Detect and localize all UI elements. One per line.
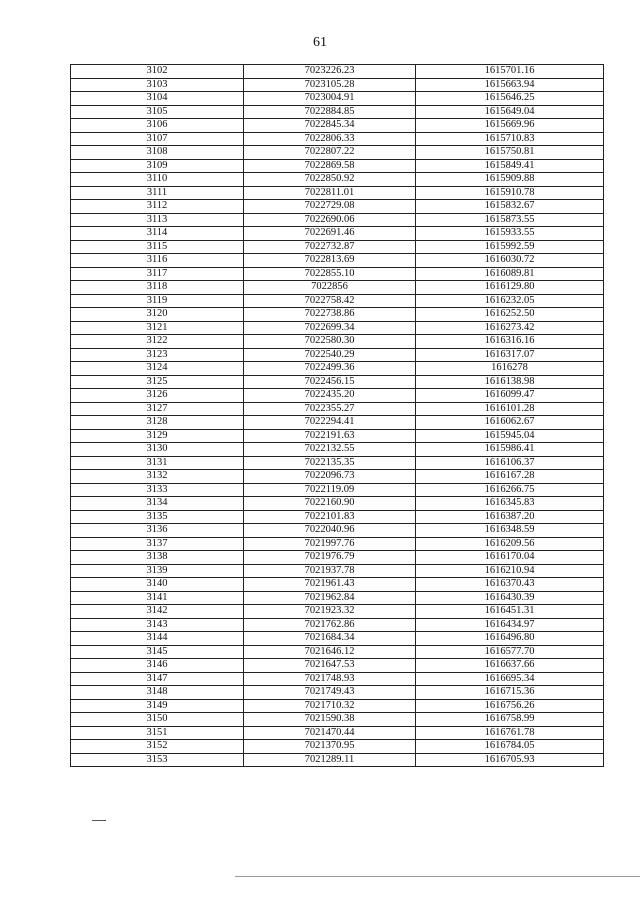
- table-row: [71, 537, 604, 551]
- point-number-cell: 3121: [71, 321, 244, 335]
- x-coordinate-cell: 7021997.76: [244, 537, 416, 551]
- table-row: [71, 308, 604, 322]
- x-coordinate-cell: 7022160.90: [244, 497, 416, 511]
- point-number-cell: 3150: [71, 713, 244, 727]
- table-row: [71, 497, 604, 511]
- point-number-cell: 3137: [71, 537, 244, 551]
- table-row: [71, 348, 604, 362]
- x-coordinate-cell: 7023226.23: [244, 65, 416, 79]
- x-coordinate-cell: 7022499.36: [244, 362, 416, 376]
- x-coordinate-cell: 7021647.53: [244, 659, 416, 673]
- table-row: [71, 240, 604, 254]
- y-coordinate-cell: 1615649.04: [416, 105, 604, 119]
- x-coordinate-cell: 7023004.91: [244, 92, 416, 106]
- x-coordinate-cell: 7021748.93: [244, 672, 416, 686]
- table-row: [71, 281, 604, 295]
- y-coordinate-cell: 1615646.25: [416, 92, 604, 106]
- point-number-cell: 3115: [71, 240, 244, 254]
- point-number-cell: 3105: [71, 105, 244, 119]
- x-coordinate-cell: 7022806.33: [244, 132, 416, 146]
- x-coordinate-cell: 7022096.73: [244, 470, 416, 484]
- table-row: [71, 92, 604, 106]
- x-coordinate-cell: 7021710.32: [244, 699, 416, 713]
- table-row: [71, 672, 604, 686]
- y-coordinate-cell: 1616266.75: [416, 483, 604, 497]
- x-coordinate-cell: 7021976.79: [244, 551, 416, 565]
- x-coordinate-cell: 7022732.87: [244, 240, 416, 254]
- table-row: [71, 294, 604, 308]
- y-coordinate-cell: 1615849.41: [416, 159, 604, 173]
- y-coordinate-cell: 1616252.50: [416, 308, 604, 322]
- x-coordinate-cell: 7022729.08: [244, 200, 416, 214]
- point-number-cell: 3125: [71, 375, 244, 389]
- y-coordinate-cell: 1616637.66: [416, 659, 604, 673]
- table-row: [71, 213, 604, 227]
- table-row: [71, 564, 604, 578]
- point-number-cell: 3144: [71, 632, 244, 646]
- point-number-cell: 3129: [71, 429, 244, 443]
- point-number-cell: 3136: [71, 524, 244, 538]
- y-coordinate-cell: 1616784.05: [416, 740, 604, 754]
- table-row: [71, 456, 604, 470]
- y-coordinate-cell: 1616370.43: [416, 578, 604, 592]
- point-number-cell: 3118: [71, 281, 244, 295]
- point-number-cell: 3135: [71, 510, 244, 524]
- table-row: [71, 686, 604, 700]
- y-coordinate-cell: 1616705.93: [416, 753, 604, 767]
- y-coordinate-cell: 1616099.47: [416, 389, 604, 403]
- x-coordinate-cell: 7021923.32: [244, 605, 416, 619]
- y-coordinate-cell: 1616089.81: [416, 267, 604, 281]
- table-row: [71, 105, 604, 119]
- x-coordinate-cell: 7021961.43: [244, 578, 416, 592]
- y-coordinate-cell: 1615986.41: [416, 443, 604, 457]
- table-row: [71, 699, 604, 713]
- point-number-cell: 3108: [71, 146, 244, 160]
- point-number-cell: 3110: [71, 173, 244, 187]
- x-coordinate-cell: 7022119.09: [244, 483, 416, 497]
- table-row: [71, 416, 604, 430]
- x-coordinate-cell: 7022101.83: [244, 510, 416, 524]
- point-number-cell: 3119: [71, 294, 244, 308]
- y-coordinate-cell: 1616577.70: [416, 645, 604, 659]
- scan-mark: [92, 820, 106, 821]
- x-coordinate-cell: 7021937.78: [244, 564, 416, 578]
- point-number-cell: 3148: [71, 686, 244, 700]
- point-number-cell: 3107: [71, 132, 244, 146]
- table-row: [71, 645, 604, 659]
- table-row: [71, 740, 604, 754]
- x-coordinate-cell: 7022856: [244, 281, 416, 295]
- x-coordinate-cell: 7023105.28: [244, 78, 416, 92]
- table-row: [71, 510, 604, 524]
- y-coordinate-cell: 1616387.20: [416, 510, 604, 524]
- page-number: 61: [313, 35, 327, 50]
- y-coordinate-cell: 1616756.26: [416, 699, 604, 713]
- table-row: [71, 470, 604, 484]
- x-coordinate-cell: 7021646.12: [244, 645, 416, 659]
- y-coordinate-cell: 1616210.94: [416, 564, 604, 578]
- y-coordinate-cell: 1615669.96: [416, 119, 604, 133]
- table-row: [71, 443, 604, 457]
- table-row: [71, 551, 604, 565]
- x-coordinate-cell: 7022690.06: [244, 213, 416, 227]
- table-row: [71, 578, 604, 592]
- y-coordinate-cell: 1616345.83: [416, 497, 604, 511]
- table-row: [71, 335, 604, 349]
- table-row: [71, 713, 604, 727]
- y-coordinate-cell: 1616273.42: [416, 321, 604, 335]
- x-coordinate-cell: 7021749.43: [244, 686, 416, 700]
- y-coordinate-cell: 1616434.97: [416, 618, 604, 632]
- table-row: [71, 254, 604, 268]
- y-coordinate-cell: 1616030.72: [416, 254, 604, 268]
- point-number-cell: 3106: [71, 119, 244, 133]
- x-coordinate-cell: 7022811.01: [244, 186, 416, 200]
- x-coordinate-cell: 7022758.42: [244, 294, 416, 308]
- x-coordinate-cell: 7022580.30: [244, 335, 416, 349]
- y-coordinate-cell: 1615710.83: [416, 132, 604, 146]
- point-number-cell: 3139: [71, 564, 244, 578]
- y-coordinate-cell: 1616106.37: [416, 456, 604, 470]
- y-coordinate-cell: 1615909.88: [416, 173, 604, 187]
- table-row: [71, 132, 604, 146]
- point-number-cell: 3126: [71, 389, 244, 403]
- y-coordinate-cell: 1615933.55: [416, 227, 604, 241]
- x-coordinate-cell: 7021962.84: [244, 591, 416, 605]
- table-row: [71, 321, 604, 335]
- x-coordinate-cell: 7022294.41: [244, 416, 416, 430]
- table-row: [71, 200, 604, 214]
- table-row: [71, 402, 604, 416]
- point-number-cell: 3114: [71, 227, 244, 241]
- y-coordinate-cell: 1615701.16: [416, 65, 604, 79]
- point-number-cell: 3152: [71, 740, 244, 754]
- y-coordinate-cell: 1615832.67: [416, 200, 604, 214]
- table-row: [71, 227, 604, 241]
- y-coordinate-cell: 1615663.94: [416, 78, 604, 92]
- coordinates-table: [70, 64, 604, 767]
- table-row: [71, 605, 604, 619]
- y-coordinate-cell: 1615945.04: [416, 429, 604, 443]
- point-number-cell: 3147: [71, 672, 244, 686]
- point-number-cell: 3117: [71, 267, 244, 281]
- y-coordinate-cell: 1616062.67: [416, 416, 604, 430]
- table-row: [71, 375, 604, 389]
- y-coordinate-cell: 1616715.36: [416, 686, 604, 700]
- table-row: [71, 78, 604, 92]
- x-coordinate-cell: 7022135.35: [244, 456, 416, 470]
- table-row: [71, 659, 604, 673]
- point-number-cell: 3146: [71, 659, 244, 673]
- y-coordinate-cell: 1616209.56: [416, 537, 604, 551]
- y-coordinate-cell: 1615992.59: [416, 240, 604, 254]
- point-number-cell: 3112: [71, 200, 244, 214]
- point-number-cell: 3133: [71, 483, 244, 497]
- point-number-cell: 3124: [71, 362, 244, 376]
- point-number-cell: 3109: [71, 159, 244, 173]
- y-coordinate-cell: 1616451.31: [416, 605, 604, 619]
- x-coordinate-cell: 7021470.44: [244, 726, 416, 740]
- y-coordinate-cell: 1616101.28: [416, 402, 604, 416]
- x-coordinate-cell: 7022807.22: [244, 146, 416, 160]
- y-coordinate-cell: 1615910.78: [416, 186, 604, 200]
- x-coordinate-cell: 7022691.46: [244, 227, 416, 241]
- point-number-cell: 3128: [71, 416, 244, 430]
- point-number-cell: 3138: [71, 551, 244, 565]
- x-coordinate-cell: 7021590.38: [244, 713, 416, 727]
- x-coordinate-cell: 7022738.86: [244, 308, 416, 322]
- y-coordinate-cell: 1616348.59: [416, 524, 604, 538]
- y-coordinate-cell: 1616316.16: [416, 335, 604, 349]
- y-coordinate-cell: 1616430.39: [416, 591, 604, 605]
- point-number-cell: 3116: [71, 254, 244, 268]
- x-coordinate-cell: 7022869.58: [244, 159, 416, 173]
- point-number-cell: 3134: [71, 497, 244, 511]
- point-number-cell: 3111: [71, 186, 244, 200]
- point-number-cell: 3141: [71, 591, 244, 605]
- point-number-cell: 3103: [71, 78, 244, 92]
- x-coordinate-cell: 7021684.34: [244, 632, 416, 646]
- table-row: [71, 591, 604, 605]
- scan-edge-line: [235, 876, 640, 877]
- table-row: [71, 173, 604, 187]
- y-coordinate-cell: 1616695.34: [416, 672, 604, 686]
- table-row: [71, 267, 604, 281]
- x-coordinate-cell: 7022850.92: [244, 173, 416, 187]
- x-coordinate-cell: 7022132.55: [244, 443, 416, 457]
- table-row: [71, 362, 604, 376]
- x-coordinate-cell: 7022040.96: [244, 524, 416, 538]
- table-row: [71, 632, 604, 646]
- table-row: [71, 726, 604, 740]
- point-number-cell: 3113: [71, 213, 244, 227]
- y-coordinate-cell: 1616232.05: [416, 294, 604, 308]
- x-coordinate-cell: 7022884.85: [244, 105, 416, 119]
- point-number-cell: 3149: [71, 699, 244, 713]
- table-row: [71, 159, 604, 173]
- x-coordinate-cell: 7022456.15: [244, 375, 416, 389]
- y-coordinate-cell: 1616167.28: [416, 470, 604, 484]
- x-coordinate-cell: 7022699.34: [244, 321, 416, 335]
- y-coordinate-cell: 1616129.80: [416, 281, 604, 295]
- point-number-cell: 3132: [71, 470, 244, 484]
- y-coordinate-cell: 1616138.98: [416, 375, 604, 389]
- point-number-cell: 3140: [71, 578, 244, 592]
- coordinates-table-body: [71, 65, 604, 767]
- x-coordinate-cell: 7022813.69: [244, 254, 416, 268]
- table-row: [71, 146, 604, 160]
- point-number-cell: 3120: [71, 308, 244, 322]
- table-row: [71, 524, 604, 538]
- table-row: [71, 186, 604, 200]
- x-coordinate-cell: 7021762.86: [244, 618, 416, 632]
- point-number-cell: 3122: [71, 335, 244, 349]
- table-row: [71, 389, 604, 403]
- table-row: [71, 618, 604, 632]
- y-coordinate-cell: 1615750.81: [416, 146, 604, 160]
- point-number-cell: 3104: [71, 92, 244, 106]
- y-coordinate-cell: 1616278: [416, 362, 604, 376]
- point-number-cell: 3123: [71, 348, 244, 362]
- y-coordinate-cell: 1616761.78: [416, 726, 604, 740]
- x-coordinate-cell: 7022191.63: [244, 429, 416, 443]
- x-coordinate-cell: 7022355.27: [244, 402, 416, 416]
- table-row: [71, 65, 604, 79]
- table-row: [71, 429, 604, 443]
- point-number-cell: 3127: [71, 402, 244, 416]
- x-coordinate-cell: 7021370.95: [244, 740, 416, 754]
- x-coordinate-cell: 7022540.29: [244, 348, 416, 362]
- point-number-cell: 3145: [71, 645, 244, 659]
- point-number-cell: 3131: [71, 456, 244, 470]
- y-coordinate-cell: 1615873.55: [416, 213, 604, 227]
- point-number-cell: 3143: [71, 618, 244, 632]
- x-coordinate-cell: 7022435.20: [244, 389, 416, 403]
- table-row: [71, 483, 604, 497]
- point-number-cell: 3142: [71, 605, 244, 619]
- point-number-cell: 3102: [71, 65, 244, 79]
- y-coordinate-cell: 1616170.04: [416, 551, 604, 565]
- point-number-cell: 3151: [71, 726, 244, 740]
- y-coordinate-cell: 1616496.80: [416, 632, 604, 646]
- y-coordinate-cell: 1616758.99: [416, 713, 604, 727]
- point-number-cell: 3130: [71, 443, 244, 457]
- point-number-cell: 3153: [71, 753, 244, 767]
- table-row: [71, 753, 604, 767]
- y-coordinate-cell: 1616317.07: [416, 348, 604, 362]
- x-coordinate-cell: 7022855.10: [244, 267, 416, 281]
- x-coordinate-cell: 7022845.34: [244, 119, 416, 133]
- x-coordinate-cell: 7021289.11: [244, 753, 416, 767]
- table-row: [71, 119, 604, 133]
